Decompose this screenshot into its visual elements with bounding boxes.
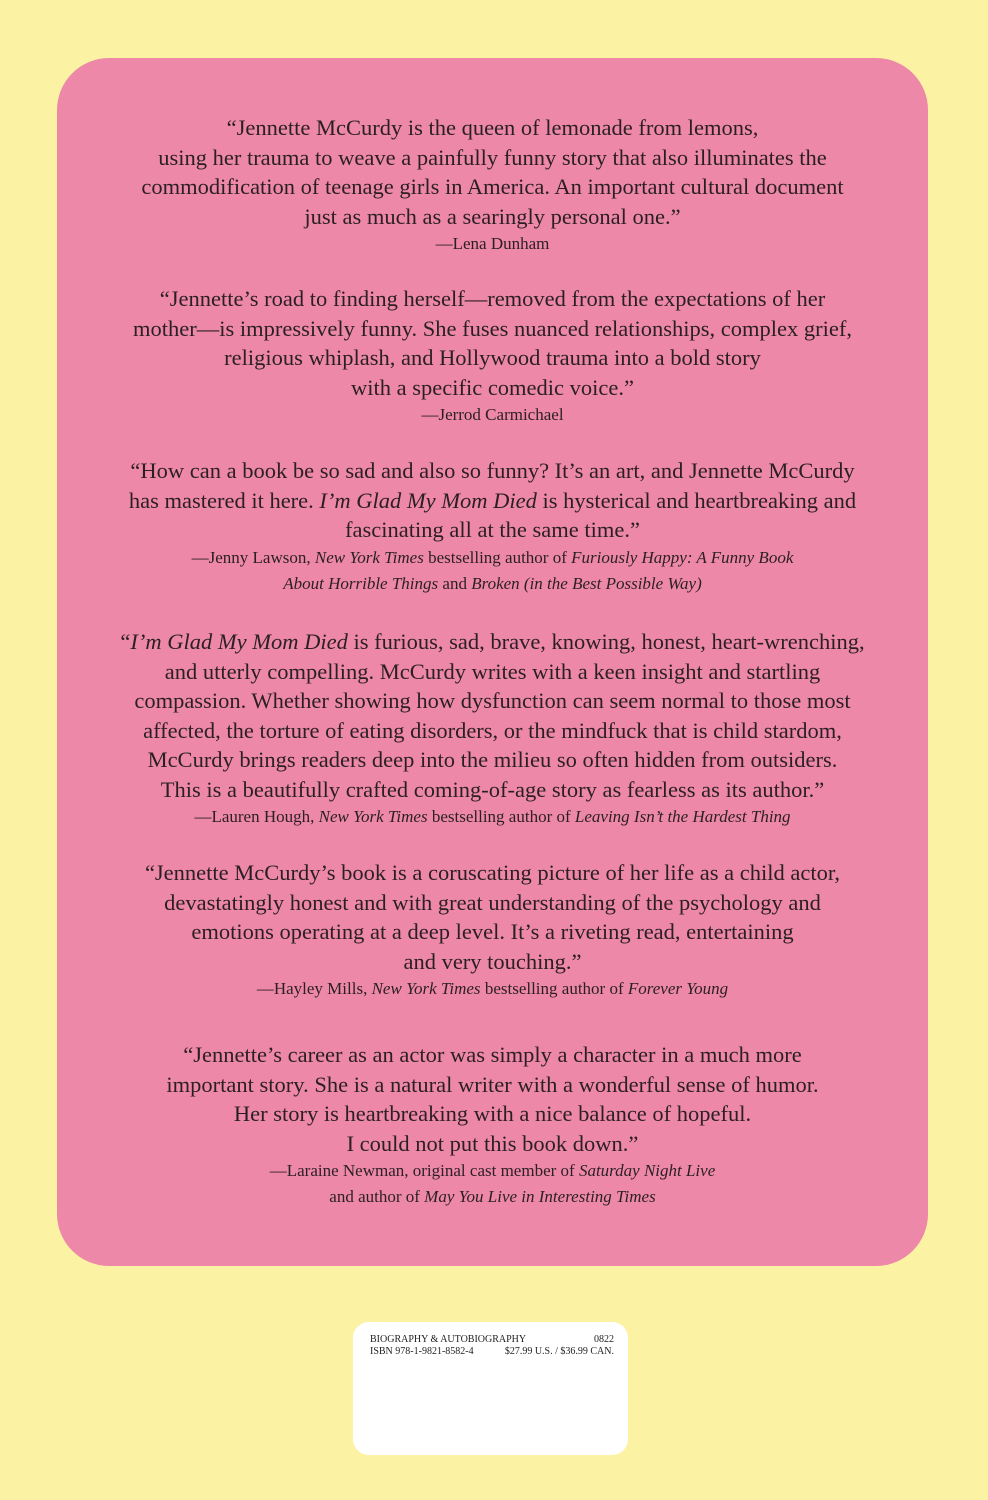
publication-name: New York Times xyxy=(314,547,424,567)
blurb-quote xyxy=(57,1040,928,1158)
attribution-text: bestselling author of xyxy=(480,979,628,998)
attribution-text: bestselling author of xyxy=(423,547,572,567)
quote-line: This is a beautifully crafted coming-of-age story as fearless as its author.” xyxy=(160,776,825,802)
quote-line: and very touching.” xyxy=(403,948,582,974)
blurb-laraine-newman xyxy=(57,1040,928,1210)
book-title: Forever Young xyxy=(627,979,729,998)
attribution-text: —Laraine Newman, original cast member of xyxy=(269,1161,579,1180)
quote-text: is hysterical and heartbreaking and xyxy=(536,487,857,513)
quote-line xyxy=(57,627,928,657)
quote-line: fascinating all at the same time.” xyxy=(345,517,640,542)
quote-line: emotions operating at a deep level. It’s a riveting read, entertaining xyxy=(191,919,794,944)
blurb-jenny-lawson xyxy=(57,456,928,597)
attribution-line xyxy=(57,804,928,830)
quote-line: using her trauma to weave a painfully funny story that also illuminates the xyxy=(158,144,827,170)
quote-line: affected, the torture of eating disorders, or the mindfuck that is child stardom, xyxy=(143,717,842,743)
attribution-name: —Hayley Mills, xyxy=(256,979,372,998)
book-title: Furiously Happy: A Funny Book xyxy=(571,547,794,567)
quote-line: “Jennette McCurdy is the queen of lemonade from lemons, xyxy=(226,115,759,140)
quote-line: McCurdy brings readers deep into the milieu so often hidden from outsiders. xyxy=(147,747,838,772)
quote-line xyxy=(57,486,928,516)
blurb-attribution xyxy=(57,402,928,428)
attribution-line xyxy=(57,571,928,597)
book-title: Leaving Isn’t the Hardest Thing xyxy=(574,807,791,826)
blurb-attribution xyxy=(57,804,928,830)
attribution-line: —Lena Dunham xyxy=(435,234,550,253)
quote-line: commodification of teenage girls in America. An important cultural document xyxy=(141,174,844,199)
show-title: Saturday Night Live xyxy=(578,1161,716,1180)
attribution-name: —Lauren Hough, xyxy=(194,807,319,826)
quote-line: devastatingly honest and with great understanding of the psychology and xyxy=(164,889,821,915)
blurb-quote xyxy=(57,456,928,545)
blurb-lauren-hough xyxy=(57,627,928,830)
quote-line: with a specific comedic voice.” xyxy=(351,374,634,400)
quote-line: “Jennette McCurdy’s book is a coruscating picture of her life as a child actor, xyxy=(144,860,841,885)
attribution-text: and xyxy=(438,573,472,593)
blurb-attribution xyxy=(57,976,928,1002)
attribution-line xyxy=(57,1184,928,1210)
attribution-text: bestselling author of xyxy=(427,807,575,826)
quote-line: Her story is heartbreaking with a nice balance of hopeful. xyxy=(233,1101,752,1126)
quote-line: “Jennette’s career as an actor was simply a character in a much more xyxy=(183,1042,802,1067)
quote-line: just as much as a searingly personal one.” xyxy=(304,203,681,229)
quote-line: “Jennette’s road to finding herself—removed from the expectations of her xyxy=(159,286,826,311)
blurb-attribution xyxy=(57,545,928,597)
blurb-quote xyxy=(57,627,928,804)
price-text: $27.99 U.S. / $36.99 CAN. xyxy=(504,1346,614,1357)
attribution-line xyxy=(57,976,928,1002)
quote-line: I could not put this book down.” xyxy=(346,1130,639,1156)
attribution-line xyxy=(57,1158,928,1184)
blurb-hayley-mills xyxy=(57,858,928,1002)
isbn-text: ISBN 978-1-9821-8582-4 xyxy=(370,1346,474,1357)
price-barcode-label xyxy=(353,1322,628,1455)
category-text: BIOGRAPHY & AUTOBIOGRAPHY xyxy=(370,1334,527,1345)
quote-text: has mastered it here. xyxy=(128,487,320,513)
quote-text: is furious, sad, brave, knowing, honest, heart-wrenching, xyxy=(347,629,865,654)
quote-line: mother—is impressively funny. She fuses nuanced relationships, complex grief, xyxy=(132,315,852,341)
blurb-jerrod-carmichael xyxy=(57,284,928,428)
quote-line: compassion. Whether showing how dysfunction can seem normal to those most xyxy=(134,688,851,713)
quote-line: important story. She is a natural writer with a wonderful sense of humor. xyxy=(166,1071,819,1097)
blurb-panel xyxy=(57,58,928,1266)
attribution-line: —Jerrod Carmichael xyxy=(421,405,564,424)
blurb-lena-dunham xyxy=(57,113,928,257)
blurb-attribution xyxy=(57,231,928,257)
publication-name: New York Times xyxy=(318,807,428,826)
quote-line: religious whiplash, and Hollywood trauma into a bold story xyxy=(224,345,761,370)
book-title: Broken (in the Best Possible Way) xyxy=(471,573,702,593)
quote-line: “How can a book be so sad and also so funny? It’s an art, and Jennette McCurdy xyxy=(130,458,855,483)
blurb-attribution xyxy=(57,1158,928,1210)
product-code: 0822 xyxy=(594,1334,614,1345)
book-title: About Horrible Things xyxy=(283,573,439,593)
quote-text: “ xyxy=(120,629,131,654)
book-title: May You Live in Interesting Times xyxy=(424,1187,656,1206)
attribution-line xyxy=(57,545,928,571)
blurb-quote xyxy=(57,113,928,231)
attribution-text: and author of xyxy=(329,1187,425,1206)
label-row-category xyxy=(370,1334,614,1346)
book-title: I’m Glad My Mom Died xyxy=(130,629,348,654)
quote-line: and utterly compelling. McCurdy writes with a keen insight and startling xyxy=(164,658,821,684)
blurb-quote xyxy=(57,284,928,402)
label-row-isbn xyxy=(370,1346,614,1358)
book-title: I’m Glad My Mom Died xyxy=(319,487,537,513)
attribution-name: —Jenny Lawson, xyxy=(191,547,315,567)
publication-name: New York Times xyxy=(371,979,481,998)
blurb-quote xyxy=(57,858,928,976)
